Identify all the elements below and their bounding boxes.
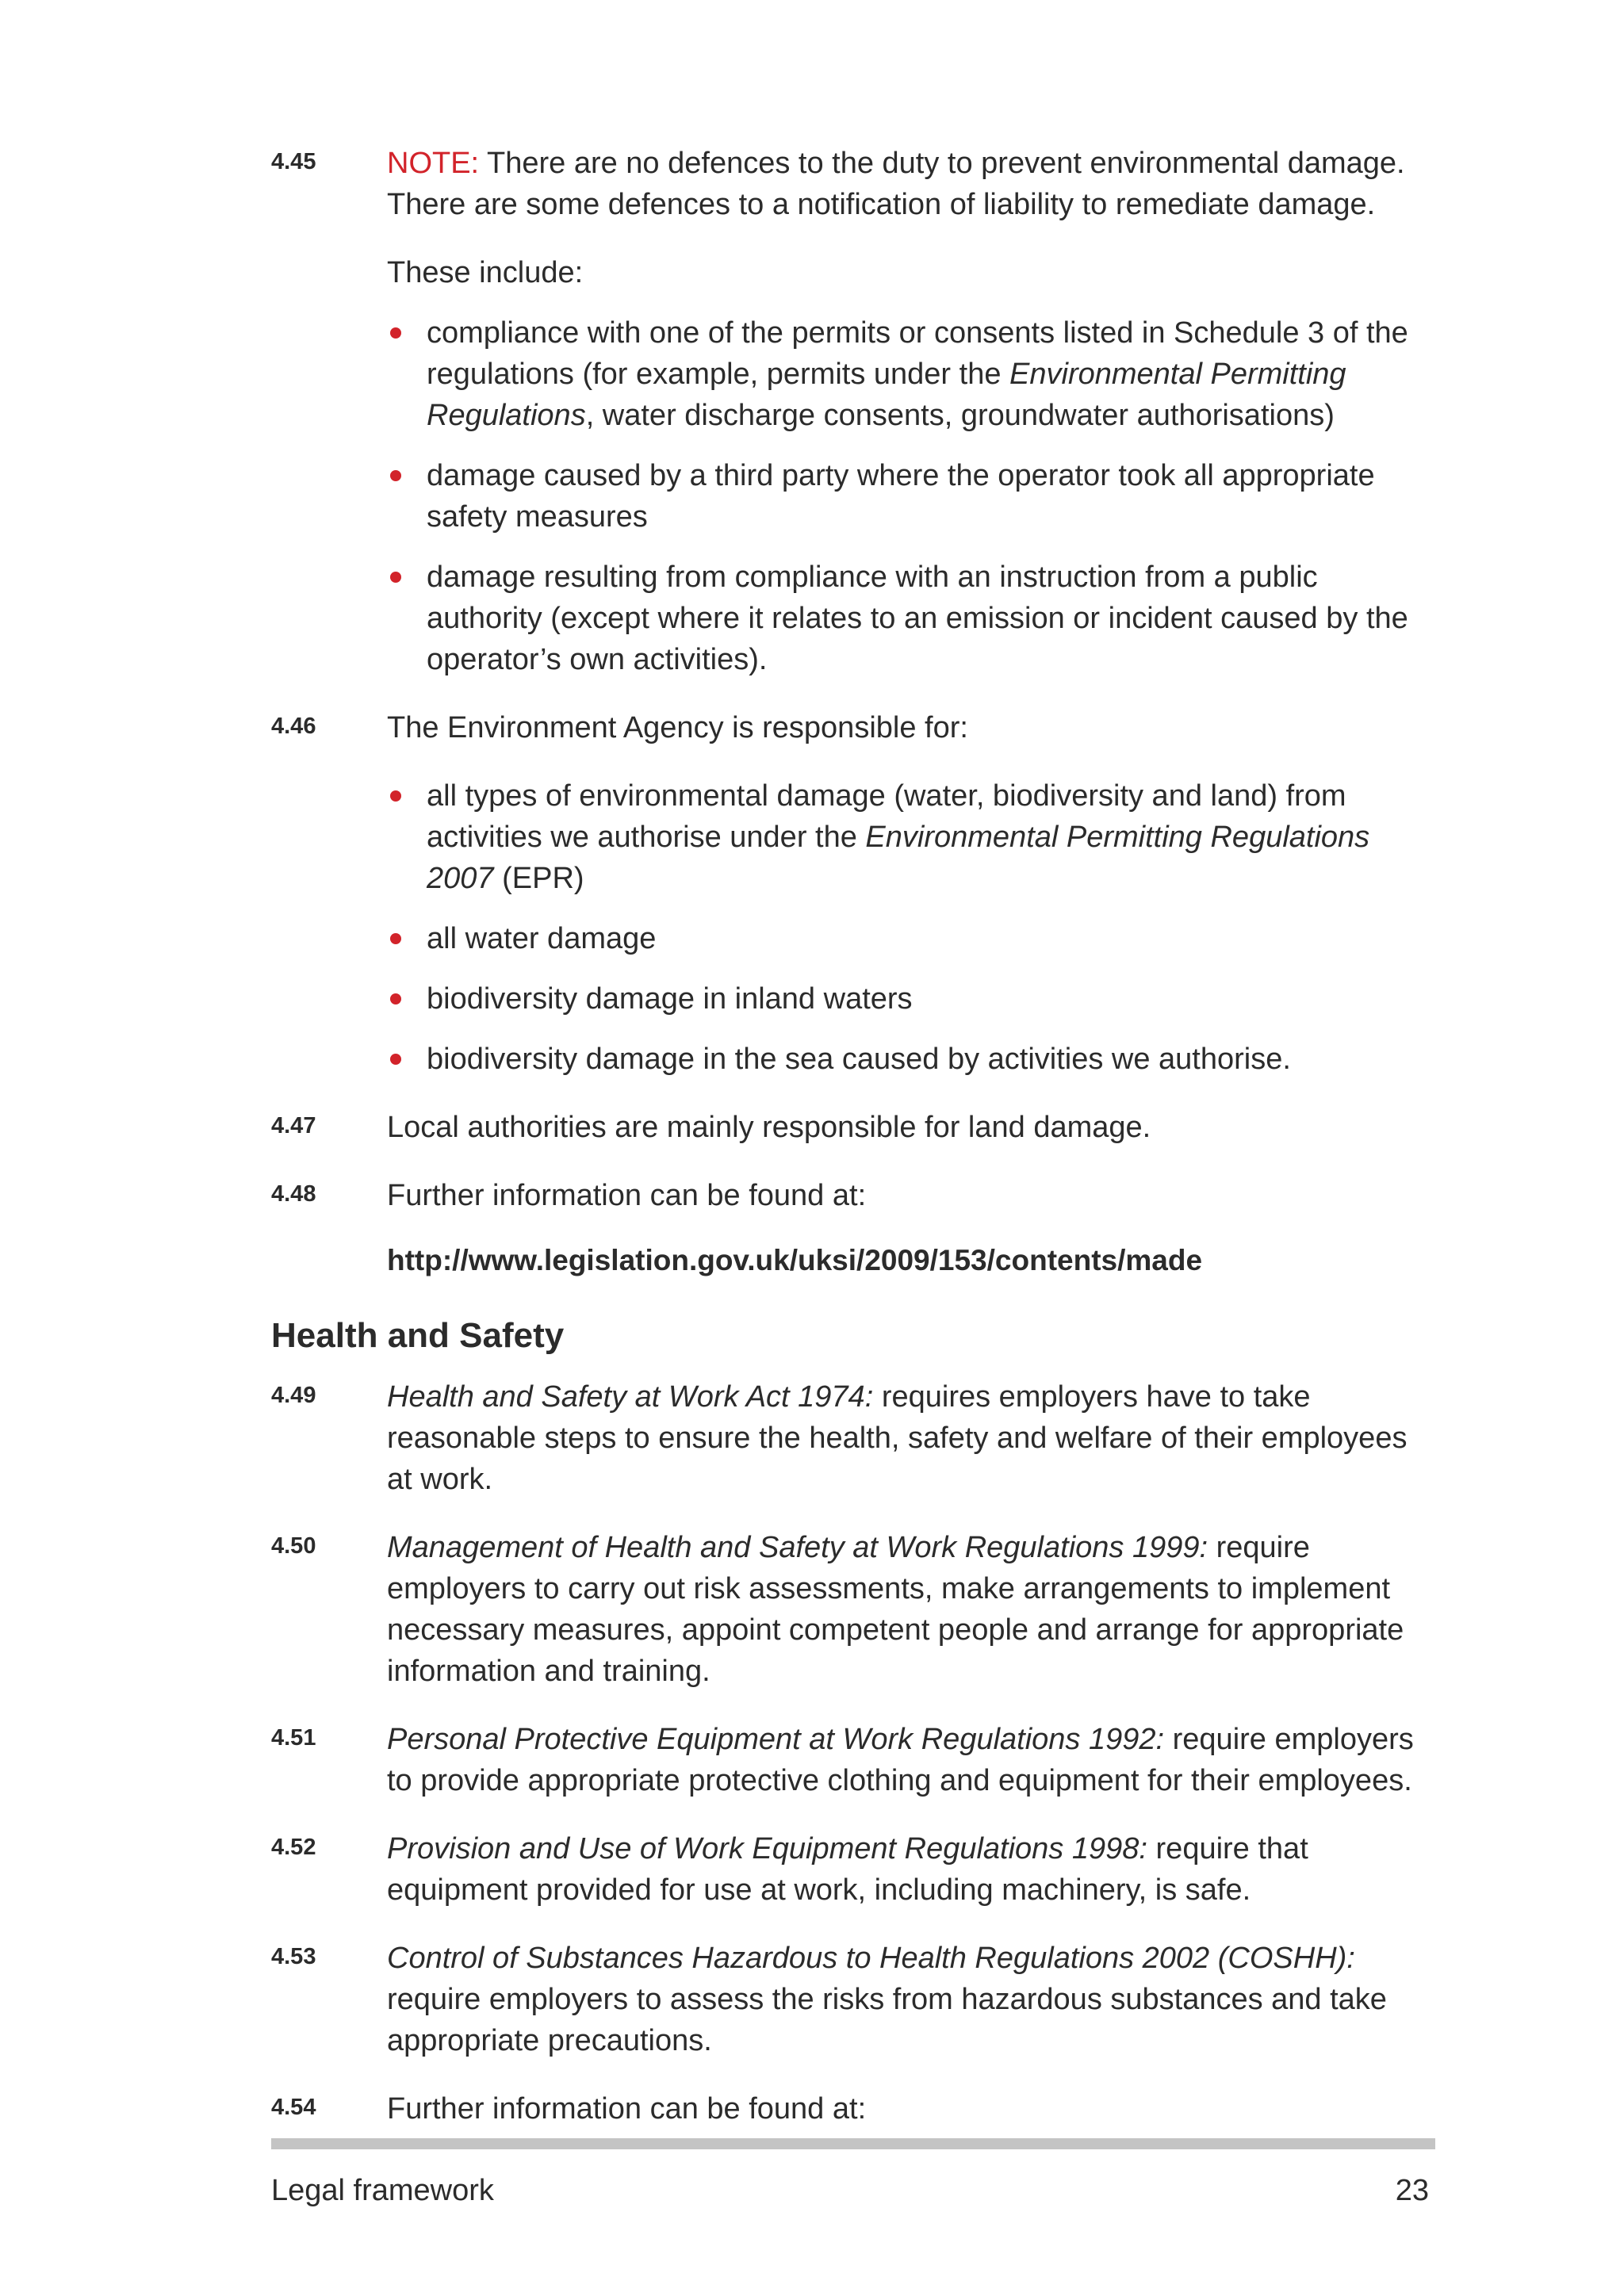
- paragraph-body: [387, 1527, 1437, 1692]
- paragraph-4-47: [271, 1107, 1437, 1148]
- legislation-title: Health and Safety at Work Act 1974:: [387, 1380, 874, 1414]
- paragraph-number: 4.50: [271, 1533, 316, 1559]
- paragraph-number: 4.46: [271, 714, 316, 739]
- bullet-icon: [390, 327, 401, 339]
- bullet-italic-text: Environmental Permitting Regulations 2007: [427, 821, 1370, 895]
- paragraph-body: [387, 1938, 1437, 2061]
- paragraph-4-45: [271, 143, 1437, 680]
- paragraph-4-48: [271, 1175, 1437, 1281]
- legislation-title: Personal Protective Equipment at Work Regulations 1992:: [387, 1723, 1165, 1756]
- bullet-list: [387, 775, 1437, 1080]
- paragraph-number: 4.54: [271, 2095, 316, 2120]
- paragraph-text: require employers to assess the risks from hazardous substances and take appropriate precautions.: [387, 1983, 1387, 2057]
- list-item: [387, 312, 1437, 436]
- bullet-text: damage caused by a third party where the operator took all appropriate safety measures: [427, 459, 1375, 534]
- paragraph-4-52: [271, 1828, 1437, 1911]
- paragraph-text: Local authorities are mainly responsible for land damage.: [387, 1111, 1151, 1144]
- paragraph-number: 4.53: [271, 1944, 316, 1969]
- bullet-text: compliance with one of the permits or consents listed in Schedule 3 of the regulations (for example, permits under the: [427, 316, 1408, 391]
- bullet-text: damage resulting from compliance with an instruction from a public authority (except where it relates to an emission or incident caused by the operator’s own activities).: [427, 561, 1408, 676]
- page-number: 23: [1395, 2174, 1429, 2207]
- footer-title: Legal framework: [271, 2174, 494, 2207]
- paragraph-number: 4.47: [271, 1113, 316, 1138]
- paragraph-body: [387, 1376, 1437, 1500]
- legislation-title: Management of Health and Safety at Work Regulations 1999:: [387, 1531, 1208, 1564]
- bullet-icon: [390, 790, 401, 802]
- paragraph-text: require employers to provide appropriate protective clothing and equipment for their employees.: [387, 1723, 1414, 1797]
- note-body: There are no defences to the duty to prevent environmental damage. There are some defences to a notification of liability to remediate damage.: [387, 147, 1405, 221]
- bullet-text: all types of environmental damage (water, biodiversity and land) from activities we authorise under the: [427, 779, 1346, 854]
- list-item: [387, 557, 1437, 680]
- paragraph-number: 4.48: [271, 1181, 316, 1207]
- note-text: [387, 143, 1437, 225]
- list-item: [387, 918, 1437, 959]
- paragraph-4-53: [271, 1938, 1437, 2061]
- include-text: These include:: [387, 256, 584, 289]
- paragraph-text: require employers to carry out risk assessments, make arrangements to implement necessary measures, appoint competent people and arrange for appropriate information and training.: [387, 1531, 1404, 1688]
- bullet-text: biodiversity damage in the sea caused by activities we authorise.: [427, 1043, 1291, 1076]
- paragraph-body: [387, 1828, 1437, 1911]
- bullet-text: all water damage: [427, 922, 657, 955]
- bullet-text-after: , water discharge consents, groundwater authorisations): [585, 399, 1335, 432]
- paragraph-body: [387, 1175, 1437, 1281]
- paragraph-text: Further information can be found at:: [387, 1179, 867, 1212]
- paragraph-4-46: [271, 707, 1437, 1080]
- note-label: NOTE:: [387, 147, 480, 180]
- legislation-link[interactable]: http://www.legislation.gov.uk/uksi/2009/153/contents/made: [387, 1244, 1203, 1276]
- paragraph-number: 4.45: [271, 149, 316, 174]
- paragraph-4-54: [271, 2088, 1437, 2130]
- legislation-title: Provision and Use of Work Equipment Regulations 1998:: [387, 1832, 1147, 1866]
- paragraph-body: [387, 707, 1437, 1080]
- paragraph-text: requires employers have to take reasonable steps to ensure the health, safety and welfare of their employees at work.: [387, 1380, 1408, 1496]
- bullet-icon: [390, 572, 401, 583]
- paragraph-4-50: [271, 1527, 1437, 1692]
- bullet-italic-text: Environmental Permitting Regulations: [427, 358, 1346, 432]
- list-item: [387, 455, 1437, 538]
- bullet-text: biodiversity damage in inland waters: [427, 982, 913, 1016]
- paragraph-text: Further information can be found at:: [387, 2092, 867, 2126]
- paragraph-4-51: [271, 1719, 1437, 1801]
- paragraph-text: require that equipment provided for use at work, including machinery, is safe.: [387, 1832, 1308, 1907]
- paragraph-4-49: [271, 1376, 1437, 1500]
- paragraph-body: [387, 143, 1437, 680]
- bullet-list: [387, 312, 1437, 680]
- section-heading: Health and Safety: [271, 1316, 565, 1355]
- paragraph-number: 4.52: [271, 1835, 316, 1860]
- list-item: [387, 775, 1437, 899]
- paragraph-body: [387, 1719, 1437, 1801]
- paragraph-number: 4.49: [271, 1383, 316, 1408]
- footer-divider: [271, 2138, 1435, 2149]
- paragraph-number: 4.51: [271, 1725, 316, 1751]
- bullet-text-after: (EPR): [493, 862, 584, 895]
- paragraph-text: The Environment Agency is responsible for:: [387, 711, 968, 744]
- list-item: [387, 978, 1437, 1020]
- bullet-icon: [390, 470, 401, 481]
- bullet-icon: [390, 993, 401, 1004]
- bullet-icon: [390, 933, 401, 944]
- list-item: [387, 1039, 1437, 1080]
- legislation-title: Control of Substances Hazardous to Health Regulations 2002 (COSHH):: [387, 1942, 1355, 1975]
- bullet-icon: [390, 1054, 401, 1065]
- page-content: [271, 143, 1437, 2156]
